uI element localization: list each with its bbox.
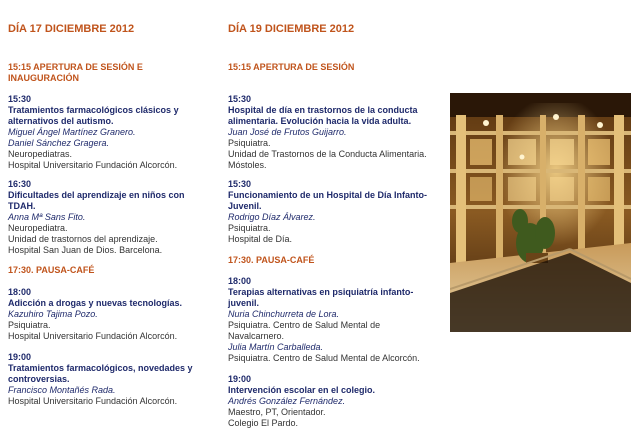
session-time: 18:00 xyxy=(8,287,32,297)
speaker-role: Psiquiatra. Centro de Salud Mental de Alcorcón. xyxy=(228,353,420,363)
session-title: Funcionamiento de un Hospital de Día Infanto- Juvenil. xyxy=(228,190,428,211)
session-block xyxy=(8,352,204,407)
session-time: 19:00 xyxy=(8,352,32,362)
speaker-affiliation: Hospital Universitario Fundación Alcorcón. xyxy=(8,396,178,406)
session-title: Tratamientos farmacológicos, novedades y controversias. xyxy=(8,363,193,384)
session-block xyxy=(8,179,204,256)
speaker-name: Juan José de Frutos Guijarro. xyxy=(228,127,347,137)
speaker-name: Francisco Montañés Rada. xyxy=(8,385,116,395)
opening-session: 15:15 APERTURA DE SESIÓN E INAUGURACIÓN xyxy=(8,62,143,83)
speaker-location: Móstoles. xyxy=(228,160,267,170)
speaker-role: Psiquiatra. Centro de Salud Mental de xyxy=(228,320,381,330)
session-title: Terapias alternativas en psiquiatría infanto- juvenil. xyxy=(228,287,414,308)
session-title: Adicción a drogas y nuevas tecnologías. xyxy=(8,298,183,308)
speaker-role: Psiquiatra. xyxy=(228,223,271,233)
speaker-name: Rodrigo Díaz Álvarez. xyxy=(228,212,316,222)
session-time: 15:30 xyxy=(8,94,32,104)
session-time: 15:30 xyxy=(228,179,252,189)
opening-session: 15:15 APERTURA DE SESIÓN xyxy=(228,62,355,72)
speaker-affiliation: Hospital San Juan de Dios. Barcelona. xyxy=(8,245,163,255)
speaker-name: Julia Martín Carballeda. xyxy=(228,342,324,352)
session-block xyxy=(228,276,440,364)
speaker-name: Miguel Ángel Martínez Granero. xyxy=(8,127,136,137)
day-heading: DÍA 17 DICIEMBRE 2012 xyxy=(8,23,135,35)
session-block xyxy=(8,94,204,171)
session-title: Hospital de día en trastornos de la conducta alimentaria. Evolución hacia la vida adulta. xyxy=(228,105,418,126)
speaker-affiliation: Hospital Universitario Fundación Alcorcón. xyxy=(8,331,178,341)
speaker-location: Navalcarnero. xyxy=(228,331,285,341)
session-block xyxy=(8,287,204,342)
speaker-affiliation: Colegio El Pardo. xyxy=(228,418,299,428)
speaker-name: Anna Mª Sans Fito. xyxy=(8,212,86,222)
speaker-name: Nuria Chinchurreta de Lora. xyxy=(228,309,340,319)
speaker-unit: Unidad de Trastornos de la Conducta Alimentaria. xyxy=(228,149,427,159)
session-title: Intervención escolar en el colegio. xyxy=(228,385,376,395)
atrium-illustration xyxy=(450,93,631,332)
session-time: 16:30 xyxy=(8,179,32,189)
session-title: Dificultades del aprendizaje en niños con TDAH. xyxy=(8,190,185,211)
coffee-break: 17:30. PAUSA-CAFÉ xyxy=(8,265,95,275)
speaker-role: Psiquiatra. xyxy=(8,320,51,330)
speaker-name: Andrés González Fernández. xyxy=(228,396,346,406)
speaker-role: Psiquiatra. xyxy=(228,138,271,148)
speaker-role: Neuropediatras. xyxy=(8,149,73,159)
session-block xyxy=(228,94,440,171)
session-time: 15:30 xyxy=(228,94,252,104)
speaker-name: Daniel Sánchez Gragera. xyxy=(8,138,110,148)
session-title: Tratamientos farmacológicos clásicos y alternativos del autismo. xyxy=(8,105,179,126)
speaker-name: Kazuhiro Tajima Pozo. xyxy=(8,309,98,319)
coffee-break: 17:30. PAUSA-CAFÉ xyxy=(228,255,315,265)
speaker-affiliation: Hospital Universitario Fundación Alcorcón. xyxy=(8,160,178,170)
speaker-role: Neuropediatra. xyxy=(8,223,68,233)
session-time: 18:00 xyxy=(228,276,252,286)
speaker-affiliation: Hospital de Día. xyxy=(228,234,293,244)
hospital-atrium-photo xyxy=(450,93,631,332)
session-block xyxy=(228,179,440,245)
session-block xyxy=(228,374,440,429)
speaker-unit: Unidad de trastornos del aprendizaje. xyxy=(8,234,158,244)
speaker-role: Maestro, PT, Orientador. xyxy=(228,407,326,417)
day-heading: DÍA 19 DICIEMBRE 2012 xyxy=(228,23,355,35)
session-time: 19:00 xyxy=(228,374,252,384)
